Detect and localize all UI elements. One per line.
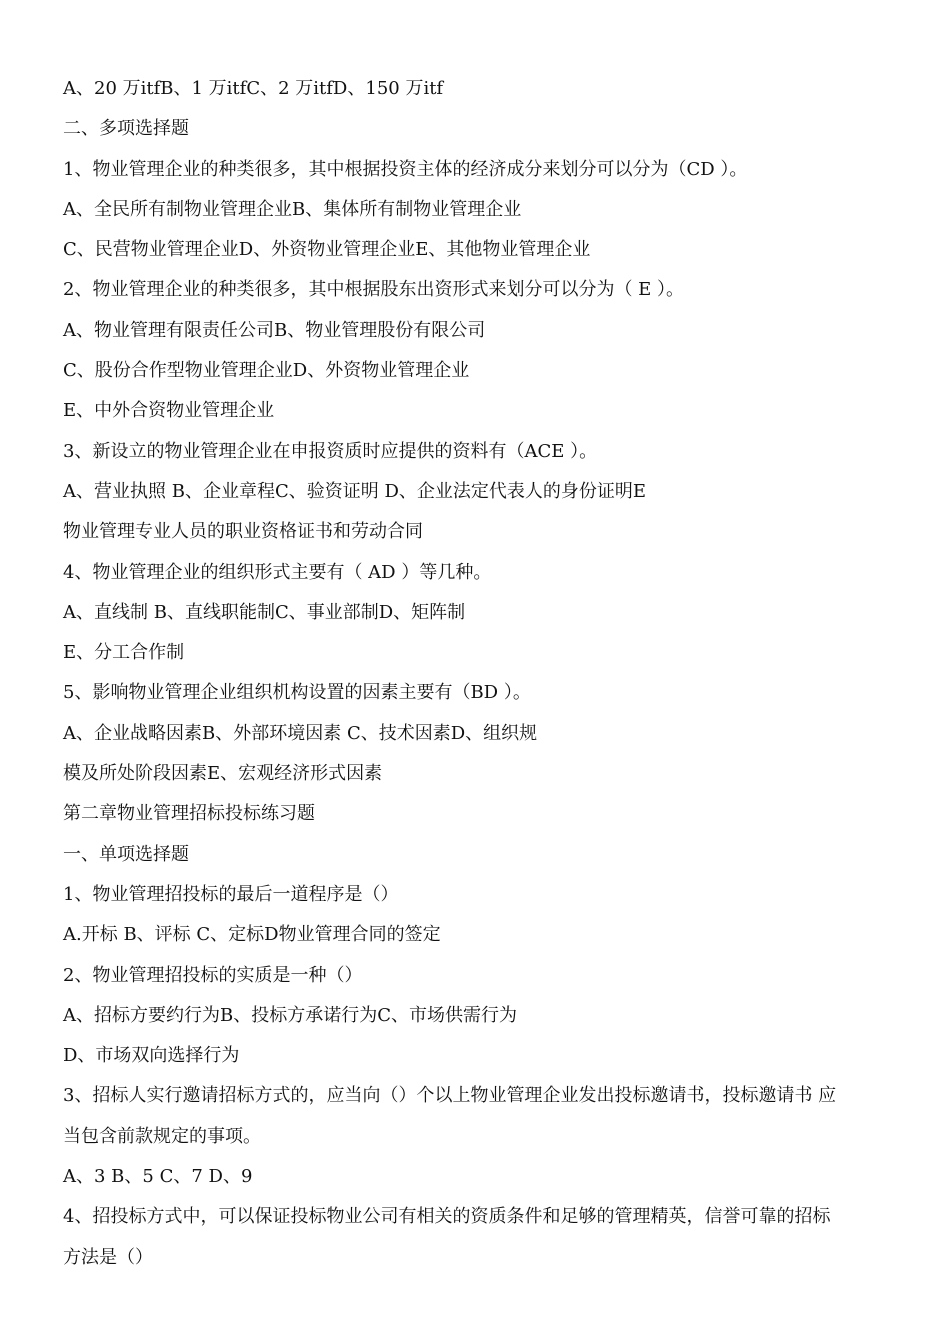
section-heading: 二、多项选择题 <box>63 118 189 140</box>
question-line: 1、物业管理招投标的最后一道程序是（） <box>63 883 399 905</box>
option-line: A.开标 B、评标 C、定标D物业管理合同的签定 <box>63 924 441 946</box>
option-line: D、市场双向选择行为 <box>63 1045 240 1067</box>
option-line: A、企业战略因素B、外部环境因素 C、技术因素D、组织规 <box>63 722 538 744</box>
question-line: 2、物业管理招投标的实质是一种（） <box>63 964 363 986</box>
option-line: A、3 B、5 C、7 D、9 <box>63 1166 253 1188</box>
option-line: A、招标方要约行为B、投标方承诺行为C、市场供需行为 <box>63 1004 517 1026</box>
question-line: 3、招标人实行邀请招标方式的，应当向（）个以上物业管理企业发出投标邀请书，投标邀请书 应 <box>63 1085 837 1107</box>
text-line: A、20 万itfB、1 万itfC、2 万itfD、150 万itf <box>63 78 444 99</box>
question-line: 5、影响物业管理企业组织机构设置的因素主要有（BD ）。 <box>63 682 531 704</box>
option-line: E、分工合作制 <box>63 642 185 664</box>
option-line: A、直线制 B、直线职能制C、事业部制D、矩阵制 <box>63 601 466 623</box>
question-line: 1、物业管理企业的种类很多，其中根据投资主体的经济成分来划分可以分为（CD ）。 <box>63 158 748 180</box>
section-heading: 一、单项选择题 <box>63 843 189 865</box>
option-line: 模及所处阶段因素E、宏观经济形式因素 <box>63 763 383 785</box>
option-line: 物业管理专业人员的职业资格证书和劳动合同 <box>63 521 423 543</box>
question-line-continued: 当包含前款规定的事项。 <box>63 1125 261 1147</box>
question-line: 4、招投标方式中，可以保证投标物业公司有相关的资质条件和足够的管理精英，信誉可靠的招标 <box>63 1206 831 1228</box>
question-line: 3、新设立的物业管理企业在申报资质时应提供的资料有（ACE ）。 <box>63 440 598 462</box>
question-line: 2、物业管理企业的种类很多，其中根据股东出资形式来划分可以分为（ E ）。 <box>63 279 685 301</box>
chapter-heading: 第二章物业管理招标投标练习题 <box>63 803 315 825</box>
option-line: A、全民所有制物业管理企业B、集体所有制物业管理企业 <box>63 198 522 220</box>
option-line: A、物业管理有限责任公司B、物业管理股份有限公司 <box>63 319 486 341</box>
question-line-continued: 方法是（） <box>63 1246 153 1268</box>
document-text-body <box>63 76 938 1285</box>
option-line: C、股份合作型物业管理企业D、外资物业管理企业 <box>63 360 470 382</box>
option-line: C、民营物业管理企业D、外资物业管理企业E、其他物业管理企业 <box>63 239 591 261</box>
option-line: A、营业执照 B、企业章程C、验资证明 D、企业法定代表人的身份证明E <box>63 480 647 502</box>
option-line: E、中外合资物业管理企业 <box>63 400 275 422</box>
question-line: 4、物业管理企业的组织形式主要有（ AD ）等几种。 <box>63 561 492 583</box>
